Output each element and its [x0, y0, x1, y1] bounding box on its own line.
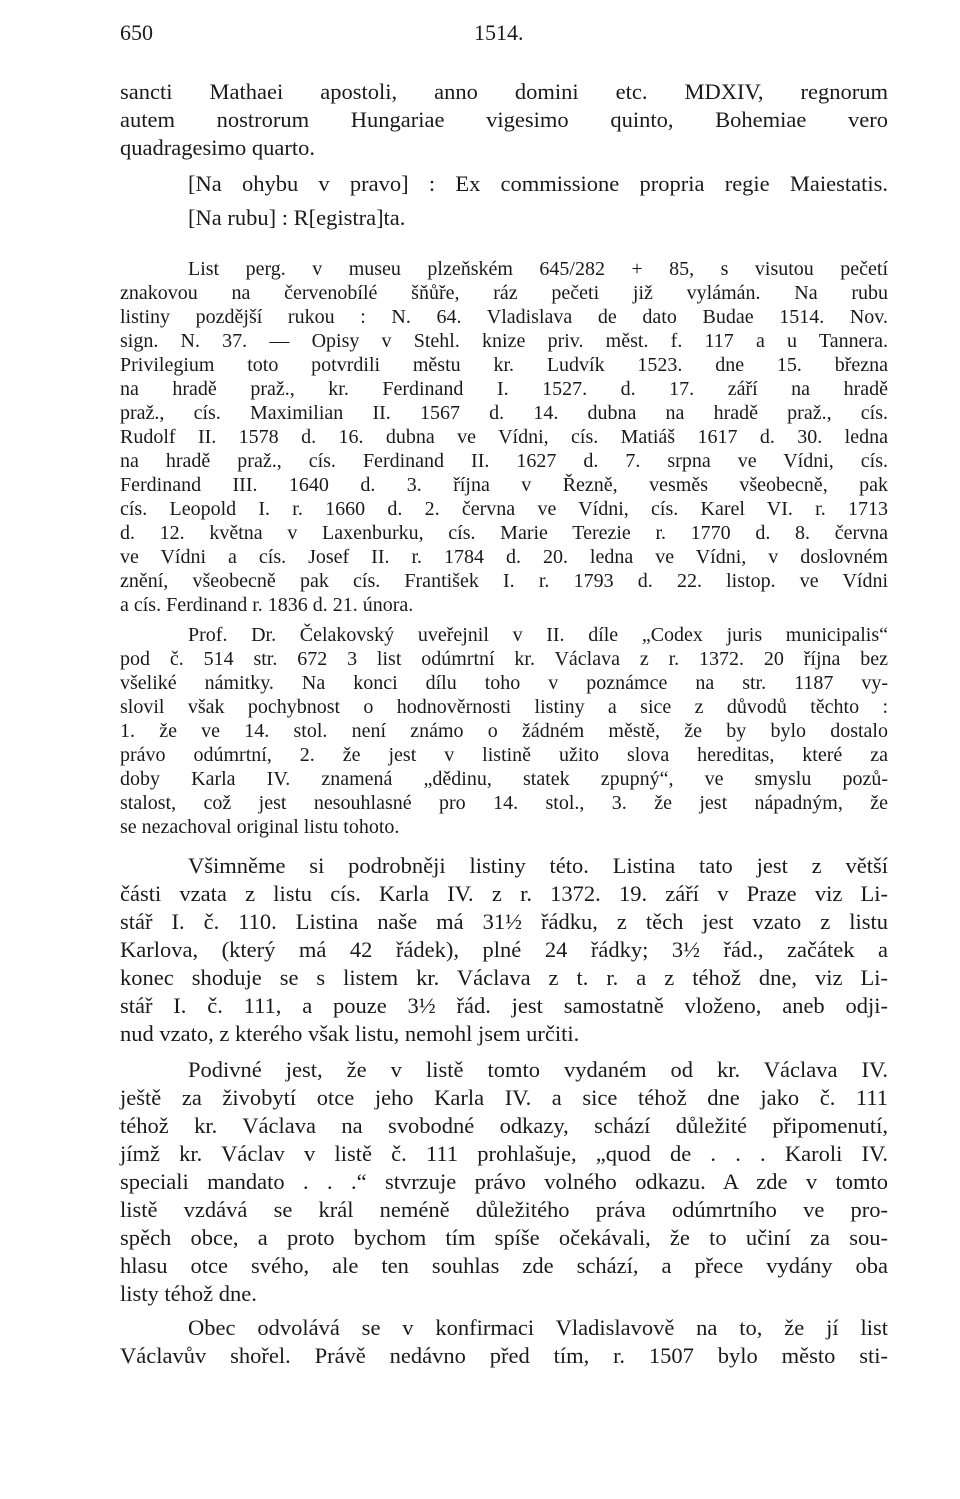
text-line: [Na ohybu v pravo] : Ex commissione propria regie Maiestatis. [188, 171, 888, 196]
text-line: stář I. č. 111, a pouze 3½ řád. jest samostatně vloženo, aneb odji- [120, 993, 888, 1018]
text-line: hlasu otce svého, ale ten souhlas zde schází, a přece vydány oba [120, 1253, 888, 1278]
text-line: [Na rubu] : R[egistra]ta. [188, 205, 406, 230]
text-line: Privilegium toto potvrdili městu kr. Ludvík 1523. dne 15. března [120, 354, 888, 376]
text-line: Všimněme si podrobněji listiny této. Listina tato jest z větší [188, 853, 888, 878]
text-line: sign. N. 37. — Opisy v Stehl. knize priv. měst. f. 117 a u Tannera. [120, 330, 888, 352]
text-line: listiny pozdější rukou : N. 64. Vladislava de dato Budae 1514. Nov. [120, 306, 888, 328]
text-line: 1. že ve 14. stol. není známo o žádném městě, že by bylo dostalo [120, 720, 888, 742]
text-line: speciali mandato . . .“ stvrzuje právo volného odkazu. A zde v tomto [120, 1169, 888, 1194]
text-line: právo odúmrtní, 2. že jest v listině užito slova hereditas, které za [120, 744, 888, 766]
text-line: quadragesimo quarto. [120, 135, 315, 160]
text-line: Prof. Dr. Čelakovský uveřejnil v II. díle „Codex juris municipalis“ [188, 624, 888, 646]
text-line: listě vzdává se král neméně důležitého práva odúmrtního ve pro- [120, 1197, 888, 1222]
text-line: d. 12. května v Laxenburku, cís. Marie Terezie r. 1770 d. 8. června [120, 522, 888, 544]
text-line: ve Vídni a cís. Josef II. r. 1784 d. 20. ledna ve Vídni, v doslovném [120, 546, 888, 568]
text-line: jímž kr. Václav v listě č. 111 prohlašuje, „quod de . . . Karoli IV. [120, 1141, 888, 1166]
text-line: Ferdinand III. 1640 d. 3. října v Řezně, vesměs všeobecně, pak [120, 474, 888, 496]
text-line: se nezachoval original listu tohoto. [120, 816, 400, 838]
text-line: spěch obce, a proto bychom tím spíše očekávali, že to učiní za sou- [120, 1225, 888, 1250]
text-line: praž., cís. Maximilian II. 1567 d. 14. dubna na hradě praž., cís. [120, 402, 888, 424]
text-line: všeliké námitky. Na konci dílu toho v poznámce na str. 1187 vy- [120, 672, 888, 694]
text-line: nud vzato, z kterého však listu, nemohl jsem určiti. [120, 1021, 580, 1046]
text-line: listy téhož dne. [120, 1281, 257, 1306]
text-line: cís. Leopold I. r. 1660 d. 2. června ve Vídni, cís. Karel VI. r. 1713 [120, 498, 888, 520]
text-line: znění, všeobecně pak cís. František I. r. 1793 d. 22. listop. ve Vídni [120, 570, 888, 592]
text-line: pod č. 514 str. 672 3 list odúmrtní kr. Václava z r. 1372. 20 října bez [120, 648, 888, 670]
text-line: na hradě praž., kr. Ferdinand I. 1527. d. 17. září na hradě [120, 378, 888, 400]
text-line: List perg. v museu plzeňském 645/282 + 85, s visutou pečetí [188, 258, 888, 280]
text-line: znakovou na červenobílé šňůře, ráz pečeti již vylámán. Na rubu [120, 282, 888, 304]
text-line: Karlova, (který má 42 řádek), plné 24 řádky; 3½ řád., začátek a [120, 937, 888, 962]
text-line: ještě za živobytí otce jeho Karla IV. a sice téhož dne jako č. 111 [120, 1085, 888, 1110]
text-line: sancti Mathaei apostoli, anno domini etc. MDXIV, regnorum [120, 79, 888, 104]
text-line: Obec odvolává se v konfirmaci Vladislavově na to, že jí list [188, 1315, 888, 1340]
page-number: 650 [120, 20, 153, 45]
text-line: Podivné jest, že v listě tomto vydaném od kr. Václava IV. [188, 1057, 888, 1082]
text-line: stář I. č. 110. Listina naše má 31½ řádku, z těch jest vzato z listu [120, 909, 888, 934]
text-line: autem nostrorum Hungariae vigesimo quinto, Bohemiae vero [120, 107, 888, 132]
text-line: slovil však pochybnost o hodnověrnosti listiny a sice z důvodů těchto : [120, 696, 888, 718]
text-line: konec shoduje se s listem kr. Václava z t. r. a z téhož dne, viz Li- [120, 965, 888, 990]
running-header-year: 1514. [474, 20, 524, 45]
text-line: Václavův shořel. Právě nedávno před tím, r. 1507 bylo město sti- [120, 1343, 888, 1368]
text-line: Rudolf II. 1578 d. 16. dubna ve Vídni, cís. Matiáš 1617 d. 30. ledna [120, 426, 888, 448]
text-line: a cís. Ferdinand r. 1836 d. 21. února. [120, 594, 414, 616]
text-line: části vzata z listu cís. Karla IV. z r. 1372. 19. září v Praze viz Li- [120, 881, 888, 906]
text-line: doby Karla IV. znamená „dědinu, statek zpupný“, ve smyslu pozů- [120, 768, 888, 790]
text-line: téhož kr. Václava na svobodné odkazy, schází důležité připomenutí, [120, 1113, 888, 1138]
text-line: na hradě praž., cís. Ferdinand II. 1627 d. 7. srpna ve Vídni, cís. [120, 450, 888, 472]
text-line: stalost, což jest nesouhlasné pro 14. stol., 3. že jest nápadným, že [120, 792, 888, 814]
